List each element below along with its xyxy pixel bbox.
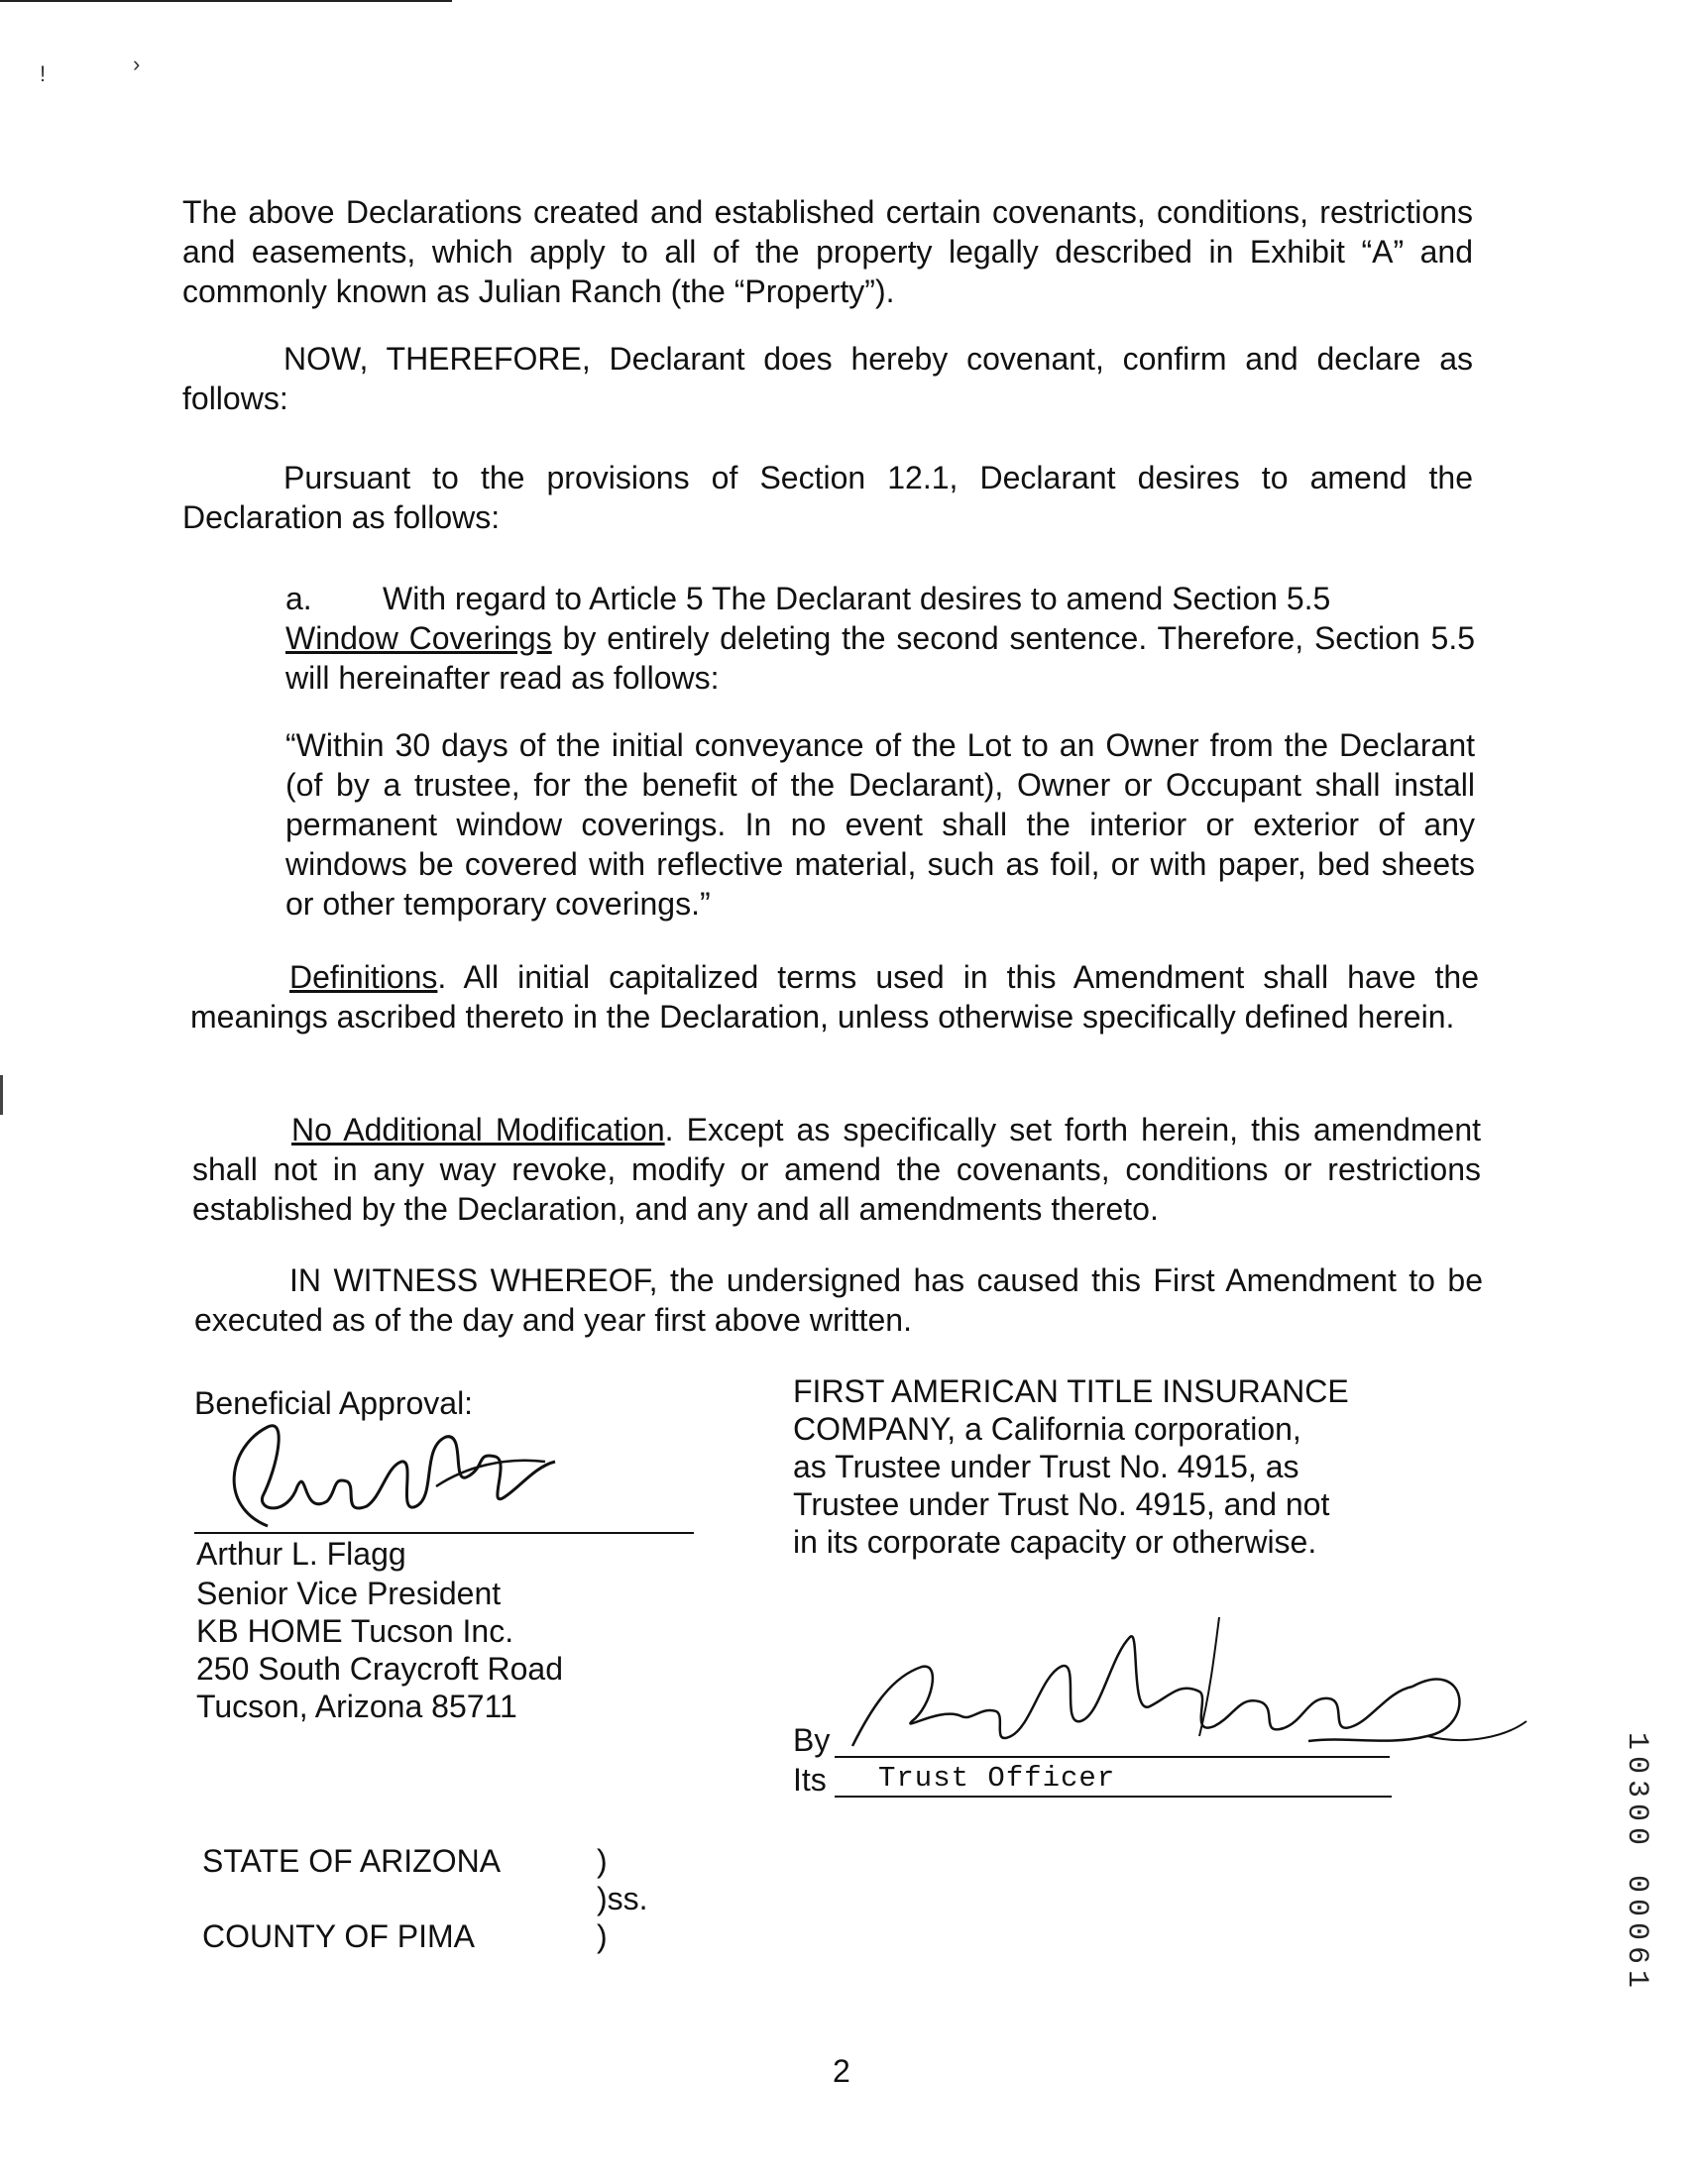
window-coverings-heading: Window Coverings xyxy=(285,620,552,656)
corner-mark-left: ! xyxy=(40,61,47,86)
signature-line-by xyxy=(835,1756,1390,1758)
item-a-lead: With regard to Article 5 The Declarant desires to amend Section 5.5 xyxy=(383,581,1331,616)
venue-ss: )ss. xyxy=(597,1881,648,1916)
trustee-line-4: Trustee under Trust No. 4915, and not xyxy=(793,1486,1330,1522)
no-modification-text: . Except as specifically set forth herein, this amendment shall not in any way revoke, modify or amend the covenants, conditions or restrictions established by the Declaration, and any and all amendments thereto. xyxy=(192,1112,1482,1227)
paragraph-witness: IN WITNESS WHEREOF, the undersigned has caused this First Amendment to be executed as of the day and year first above written. xyxy=(194,1262,1483,1338)
officer-title: Trust Officer xyxy=(878,1762,1116,1795)
signer-name: Arthur L. Flagg xyxy=(196,1536,406,1572)
venue-paren-1: ) xyxy=(597,1843,608,1879)
paragraph-declarations: The above Declarations created and established certain covenants, conditions, restrictions and easements, which apply to all of the property legally described in Exhibit “A” and commonly known as Julian Ranch (the “Property”). xyxy=(182,194,1473,309)
beneficial-approval-label: Beneficial Approval: xyxy=(194,1385,474,1421)
recording-number: 10300 00061 xyxy=(1620,1732,1653,1995)
item-a-body xyxy=(285,618,1475,698)
corner-mark-right: › xyxy=(133,52,141,76)
trustee-line-2: COMPANY, a California corporation, xyxy=(793,1411,1301,1447)
by-label: By xyxy=(793,1722,831,1758)
its-label: Its xyxy=(793,1762,827,1798)
quoted-section: “Within 30 days of the initial conveyance of the Lot to an Owner from the Declarant (of by a trustee, for the benefit of the Declarant), Owner or Occupant shall install permanent window coverings. In no event shall the interior or exterior of any windows be covered with reflective material, such as foil, or with paper, bed sheets or other temporary coverings.” xyxy=(285,727,1475,922)
venue-paren-2: ) xyxy=(597,1918,608,1954)
trustee-line-5: in its corporate capacity or otherwise. xyxy=(793,1524,1317,1560)
definitions-heading: Definitions xyxy=(289,959,438,995)
trustee-line-3: as Trustee under Trust No. 4915, as xyxy=(793,1449,1299,1484)
page-number: 2 xyxy=(833,2053,850,2089)
paragraph-now-therefore: NOW, THEREFORE, Declarant does hereby covenant, confirm and declare as follows: xyxy=(182,341,1473,416)
item-a-rest: by entirely deleting the second sentence. Therefore, Section 5.5 will hereinafter read as follows: xyxy=(285,620,1476,696)
signer-address-2: Tucson, Arizona 85711 xyxy=(196,1689,517,1724)
top-rule xyxy=(0,0,452,2)
no-modification-heading: No Additional Modification xyxy=(291,1112,665,1147)
signer-company: KB HOME Tucson Inc. xyxy=(196,1613,514,1649)
signer-address-1: 250 South Craycroft Road xyxy=(196,1651,563,1687)
paragraph-definitions xyxy=(190,957,1479,1037)
venue-county: COUNTY OF PIMA xyxy=(202,1918,475,1954)
paragraph-pursuant: Pursuant to the provisions of Section 12.1, Declarant desires to amend the Declaration as follows: xyxy=(182,460,1473,535)
signature-line-its xyxy=(835,1796,1392,1798)
venue-state: STATE OF ARIZONA xyxy=(202,1843,502,1879)
edge-mark xyxy=(0,1075,3,1115)
paragraph-no-modification xyxy=(192,1110,1481,1229)
signer-title: Senior Vice President xyxy=(196,1576,502,1611)
item-a-marker: a. xyxy=(285,581,312,616)
definitions-text: . All initial capitalized terms used in this Amendment shall have the meanings ascribed thereto in the Declaration, unless otherwise specifically defined herein. xyxy=(190,959,1479,1035)
trustee-line-1: FIRST AMERICAN TITLE INSURANCE xyxy=(793,1373,1349,1409)
